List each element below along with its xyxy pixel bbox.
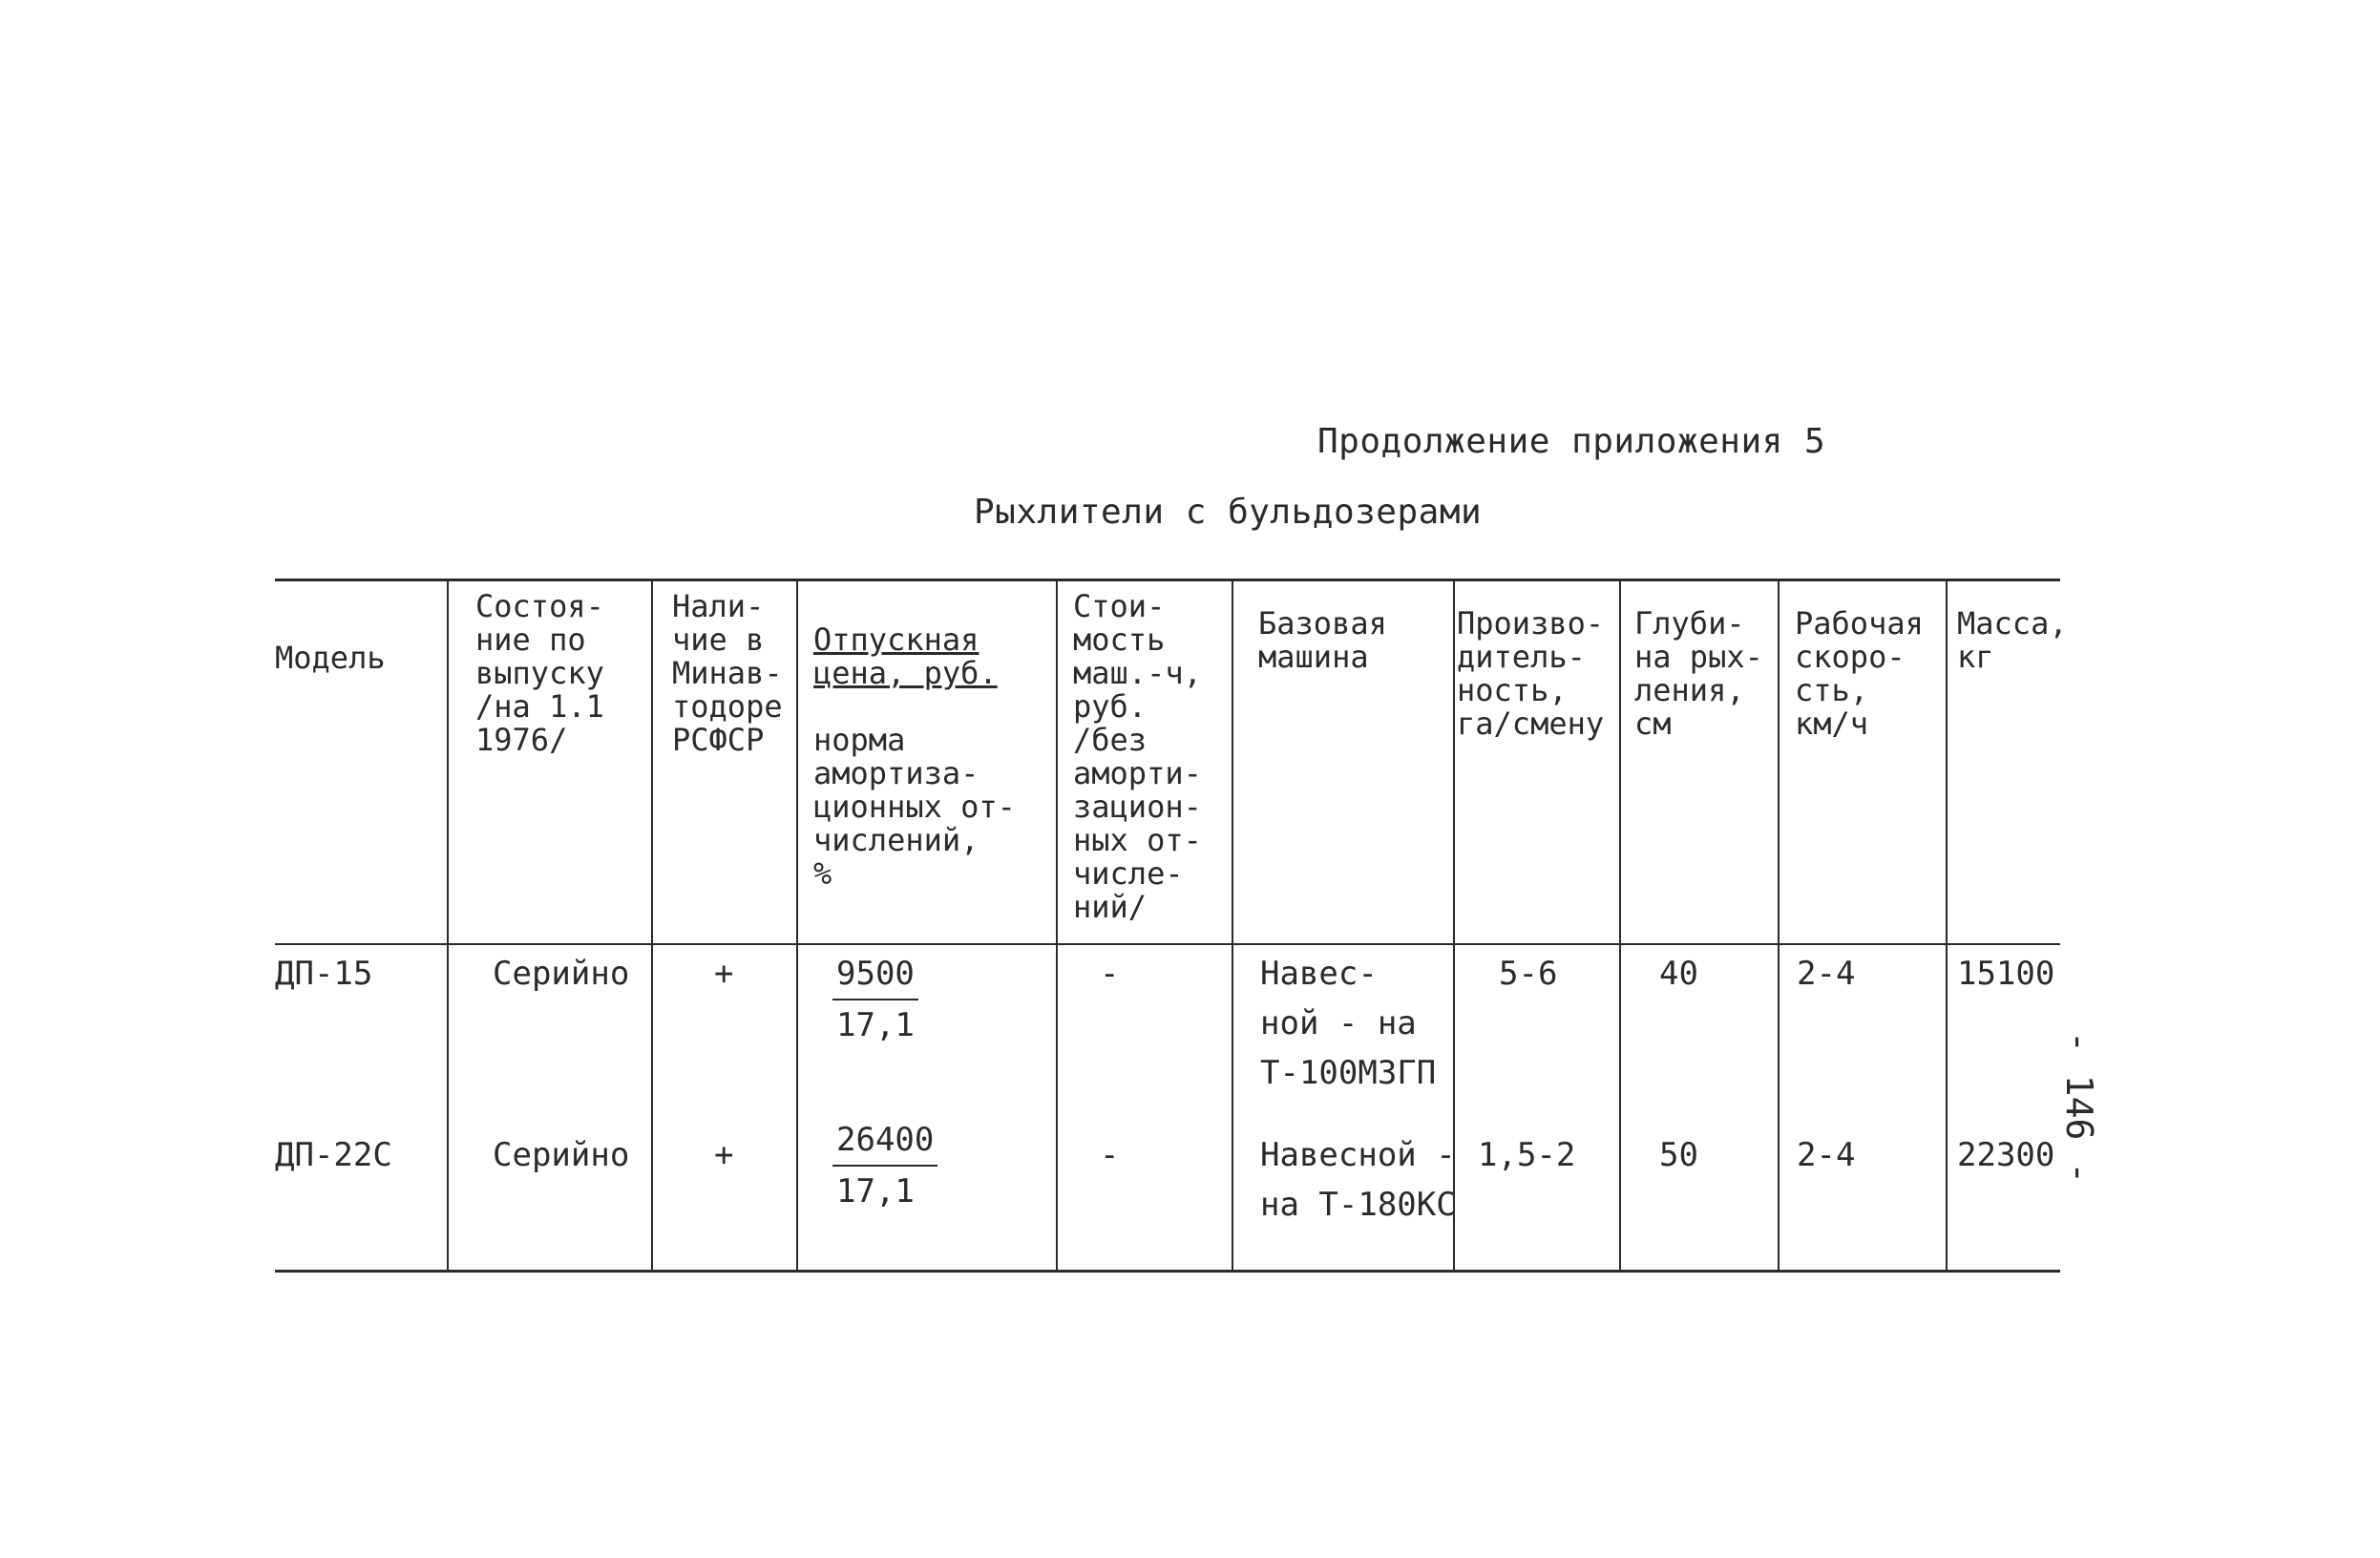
column-divider (1778, 579, 1780, 1270)
column-divider (1056, 579, 1058, 1270)
table-bottom-rule (275, 1270, 2060, 1273)
cell-price-fraction (832, 1115, 937, 1216)
cell-norm: 17,1 (836, 1006, 915, 1044)
cell-price: 26400 (832, 1115, 937, 1167)
column-divider (796, 579, 798, 1270)
cell-model: ДП-22С (275, 1136, 392, 1174)
header-depth: Глуби- на рых- ления, см (1634, 605, 1763, 742)
page-number: - 146 - (2058, 1031, 2100, 1185)
header-price: Отпускная цена, руб. (813, 621, 998, 691)
header-status: Состоя- ние по выпуску /на 1.1 1976/ (475, 588, 604, 758)
table-title: Рыхлители с бульдозерами (974, 493, 1483, 532)
cell-mass: 22300 (1957, 1136, 2055, 1174)
cell-availability: + (714, 955, 734, 993)
cell-model: ДП-15 (275, 955, 373, 993)
column-divider (651, 579, 653, 1270)
cell-status: Серийно (493, 955, 630, 993)
appendix-caption: Продолжение приложения 5 (1317, 422, 1826, 461)
cell-cost: - (1100, 1136, 1120, 1174)
header-cost: Стои- мость маш.-ч, руб. /без аморти- зацион- ных от- числе- ний/ (1073, 588, 1202, 925)
header-model: Модель (275, 640, 386, 676)
cell-speed: 2-4 (1797, 1136, 1856, 1174)
table-top-rule (275, 579, 2060, 581)
header-speed: Рабочая скоро- сть, км/ч (1795, 605, 1924, 742)
cell-productivity: 5-6 (1499, 955, 1558, 993)
header-base-machine: Базовая машина (1258, 605, 1387, 675)
cell-mass: 15100 (1957, 955, 2055, 993)
header-productivity: Произво- дитель- ность, га/смену (1457, 605, 1605, 742)
cell-base-machine: Навесной - на Т-180КС (1260, 1136, 1456, 1224)
cell-speed: 2-4 (1797, 955, 1856, 993)
header-mass: Масса, кг (1957, 605, 2068, 675)
column-divider (1232, 579, 1233, 1270)
header-price-norm: норма амортиза- ционных от- числений, % (813, 722, 1016, 892)
cell-depth: 40 (1659, 955, 1698, 993)
table-header-rule (275, 943, 2060, 945)
cell-status: Серийно (493, 1136, 630, 1174)
cell-availability: + (714, 1136, 734, 1174)
column-divider (447, 579, 449, 1270)
cell-cost: - (1100, 955, 1120, 993)
cell-price-fraction (832, 949, 918, 1050)
cell-productivity: 1,5-2 (1478, 1136, 1576, 1174)
cell-base-machine: Навес- ной - на Т-100МЗГП (1260, 955, 1437, 1092)
cell-depth: 50 (1659, 1136, 1698, 1174)
header-availability: Нали- чие в Минав- тодоре РСФСР (672, 588, 783, 758)
cell-norm: 17,1 (836, 1172, 915, 1211)
column-divider (1946, 579, 1948, 1270)
header-price-group (813, 590, 1016, 924)
column-divider (1619, 579, 1621, 1270)
cell-price: 9500 (832, 949, 918, 1000)
